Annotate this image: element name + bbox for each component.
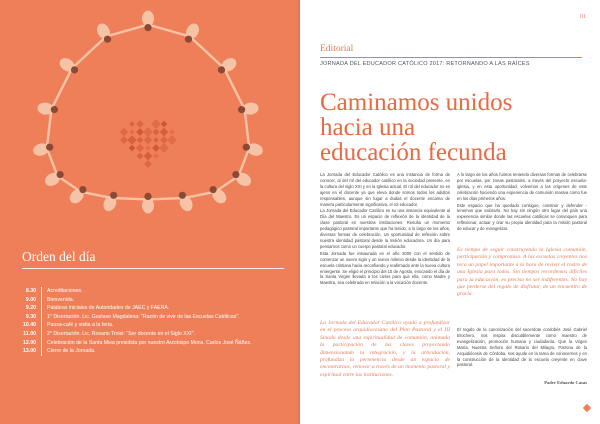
corner-diamond-icon bbox=[583, 404, 591, 412]
linked-arms bbox=[47, 109, 52, 148]
schedule-time: 10.40 bbox=[23, 322, 36, 329]
schedule-activity: Acreditaciones. bbox=[47, 288, 83, 294]
schedule-separator bbox=[41, 321, 42, 330]
schedule-row bbox=[18, 296, 288, 305]
schedule-activity: Celebración de la Santa Misa presidida por nuestro Arzobispo Mons. Carlos José Ñáñez. bbox=[47, 339, 252, 346]
heart-diamond bbox=[153, 137, 159, 143]
body-column-right bbox=[457, 172, 587, 233]
schedule-separator bbox=[41, 313, 42, 322]
section-divider bbox=[320, 57, 582, 58]
schedule-row bbox=[18, 330, 288, 339]
heart-diamond bbox=[129, 129, 135, 135]
title-line: educación fecunda bbox=[320, 139, 507, 166]
body-column-right-end bbox=[457, 327, 587, 368]
heart-diamond bbox=[137, 137, 144, 144]
page-number: 01 bbox=[580, 14, 586, 20]
section-label: Editorial bbox=[320, 44, 354, 54]
heart-diamond bbox=[151, 119, 161, 129]
schedule-activity: 2° Disertación. Lic. Rosario Troisi: "Ser docente en el Siglo XXI". bbox=[47, 330, 195, 337]
author-signature: Padre Eduardo Casas bbox=[544, 380, 587, 385]
schedule-time: 9.00 bbox=[25, 296, 36, 303]
schedule-time: 9.20 bbox=[25, 305, 36, 312]
body-paragraph: El regalo de la canonización del sacerdote cordobés José Gabriel Brochero, nos inspira discutiblemente como maestro de evangelización, promoción humana y ciudadanía. Que la Virgen María, Nuestra Señora del Rosario del Milagro, Patrona de la Arquidiócesis de Córdoba, nos ayude en la tarea de conocernos y en la construcción de la identidad de la escuela creyente en clave pastoral. bbox=[457, 327, 587, 368]
schedule-time: 9.30 bbox=[25, 313, 36, 320]
heart-diamond bbox=[160, 128, 169, 137]
heart-diamond bbox=[129, 145, 136, 152]
schedule-activity: Pausa-café y visita a la feria. bbox=[47, 322, 114, 329]
schedule-row bbox=[18, 313, 288, 322]
heart-diamond bbox=[167, 135, 177, 145]
heart-mosaic bbox=[120, 119, 177, 168]
heart-diamond bbox=[169, 129, 175, 135]
title-line: hacia una bbox=[320, 114, 416, 141]
schedule-time: 12.00 bbox=[23, 339, 36, 346]
linked-arms bbox=[148, 25, 190, 37]
heart-diamond bbox=[136, 144, 145, 153]
person-figure bbox=[142, 11, 154, 32]
figures-circle bbox=[32, 11, 265, 214]
linked-arms bbox=[238, 148, 249, 176]
heart-diamond bbox=[136, 128, 144, 136]
schedule-row bbox=[18, 321, 288, 330]
linked-arms bbox=[112, 198, 148, 199]
heart-diamond bbox=[120, 128, 129, 137]
schedule-separator bbox=[41, 304, 42, 313]
heart-diamond bbox=[144, 136, 153, 145]
heart-diamond bbox=[136, 120, 144, 128]
linked-arms bbox=[224, 68, 245, 109]
orden-divider bbox=[22, 268, 284, 269]
pull-quote-left: La Jornada del Educador Católico ayudó a profundizar en el proceso arquidiocesano del Plan Pastoral y el III Sínodo desde una espiritualidad de comunión, animada la participación de las claves proyectando dimensionando la integración, y la articulación, profundiza la pertenencia desde un espacio de encontrarnos, renovar a través de un momento pastoral y espiritual entre las instituciones. bbox=[320, 320, 450, 378]
schedule-activity: Cierre de la Jornada. bbox=[47, 348, 96, 355]
linked-arms bbox=[47, 148, 58, 176]
schedule-row bbox=[18, 304, 288, 313]
schedule-row bbox=[18, 347, 288, 356]
heart-diamond bbox=[144, 160, 152, 168]
schedule-row bbox=[18, 339, 288, 348]
body-paragraph: A lo largo de los años fuimos teniendo diversas formas de celebrarse por escuelas, por zonas pastorales, a través del proyecto escuela-iglesia, y en esta oportunidad, volvemos a las orígenes de este celebración haciendo una experiencia de comunión masiva como fue en los días primeros años. bbox=[457, 172, 587, 201]
heart-diamond bbox=[137, 153, 144, 160]
orden-del-dia-title: Orden del día bbox=[22, 249, 96, 264]
heart-diamond bbox=[144, 152, 153, 161]
heart-diamond bbox=[159, 143, 169, 153]
body-paragraph: La Jornada del Educador Católico es una instancia de forma de conocer, al del rol del educador católico en la sociedad presente, en la cultura del siglo XXI y en la Iglesia actual. El rol del educador no es ajeno en el docente ya que eleva donde somos todos los adultos responsables, aunque sin lugar a dudas el docente encarna de manera particularmente significativa, el rol educador. bbox=[320, 172, 450, 207]
person-figure bbox=[177, 192, 195, 214]
heart-diamond bbox=[120, 136, 128, 144]
page-gutter bbox=[298, 0, 302, 424]
heart-diamond bbox=[153, 153, 159, 159]
schedule-row bbox=[18, 287, 288, 296]
schedule-activity: 1° Disertación. Lic. Gustavo Magdalena: "Razón de vivir de las Escuelas Católicas". bbox=[47, 313, 240, 320]
schedule-time: 11.00 bbox=[23, 330, 36, 337]
linked-arms bbox=[245, 109, 250, 148]
heart-diamond bbox=[160, 136, 168, 144]
body-column-left bbox=[320, 172, 450, 287]
schedule-separator bbox=[41, 330, 42, 339]
schedule-separator bbox=[41, 347, 42, 356]
body-paragraph: La Jornada del Educador Católico es su una instancia equivalente al Día del Maestro. Es un espacio de reflexión de la identidad de la clase pastoral en nuestras instituciones. Resulta un momento pedagógico pastoral importante que ha tenido, a lo largo de los años, diversas formas de celebración. Un oportunidad de reflexión sobre nuestra identidad pastoral desde la misión educadora. Un día para pensarnos como un cuerpo pastoral educador. bbox=[320, 208, 450, 249]
schedule-separator bbox=[41, 296, 42, 305]
schedule-separator bbox=[41, 339, 42, 348]
right-page bbox=[300, 0, 600, 424]
heart-diamond bbox=[152, 144, 160, 152]
linked-arms bbox=[190, 37, 224, 69]
pull-quote-right: Es tiempo de seguir construyendo la Iglesia comunión, participación y compromiso. A las escuelas creyentes nos toca un papel importante a la hora de revivir el rostro de una Iglesia para todos. Sin tiempos recordemos difíciles para la educación, es preciso no ser indiferentes. No hay que perderse del regalo de disfrutar, de un encuentro de gracia. bbox=[457, 247, 587, 298]
schedule-time: 8.30 bbox=[25, 288, 36, 294]
schedule-separator bbox=[41, 287, 42, 296]
linked-arms bbox=[148, 198, 184, 199]
body-paragraph: Este espacio que ha quedado consigue, construir y defender -tenemos que valorarlo. No hay sin ningún otro lugar del país una experiencia similar donde las escuelas católicas se convoquen para reflexionar, actuar y orar su propia identidad para la misión pastoral de educar y de evangelizar. bbox=[457, 202, 587, 232]
heart-diamond bbox=[129, 121, 135, 127]
heart-diamond bbox=[153, 129, 160, 136]
heart-diamond bbox=[127, 135, 137, 145]
article-title bbox=[320, 90, 590, 165]
schedule-activity: Palabras iniciales de Autoridades de JAEC y FAERA. bbox=[47, 305, 170, 312]
person-figure bbox=[101, 192, 119, 214]
dancing-figures-illustration bbox=[0, 0, 300, 240]
editorial-subtitle: JORNADA DEL EDUCADOR CATÓLICO 2017: RETORNANDO A LAS RAÍCES bbox=[320, 61, 530, 67]
linked-arms bbox=[51, 68, 72, 109]
heart-diamond bbox=[143, 127, 153, 137]
schedule-activity: Bienvenida. bbox=[47, 296, 75, 303]
linked-arms bbox=[72, 37, 106, 69]
title-line: Caminamos unidos bbox=[320, 89, 513, 116]
heart-diamond bbox=[161, 121, 168, 128]
person-figure bbox=[142, 193, 154, 214]
body-paragraph: Esta Jornada fue instaurada en el año 2000 con el sentido de comenzar un nuevo siglo y un nuevo milenio desde la identidad de la escuela cristiana hacia reconfiando y reafirmado ante la nueva cultura emergente. Se eligió el principio del 15 de Agosto, evocando el día de la Santa Virgen llevada a los cielos para que ella, como Madre y Maestra, sea celebrada en relación a la vocación docente. bbox=[320, 250, 450, 286]
schedule-list bbox=[18, 287, 288, 356]
schedule-time: 13.00 bbox=[23, 348, 36, 355]
linked-arms bbox=[106, 25, 148, 37]
heart-diamond bbox=[145, 145, 151, 151]
